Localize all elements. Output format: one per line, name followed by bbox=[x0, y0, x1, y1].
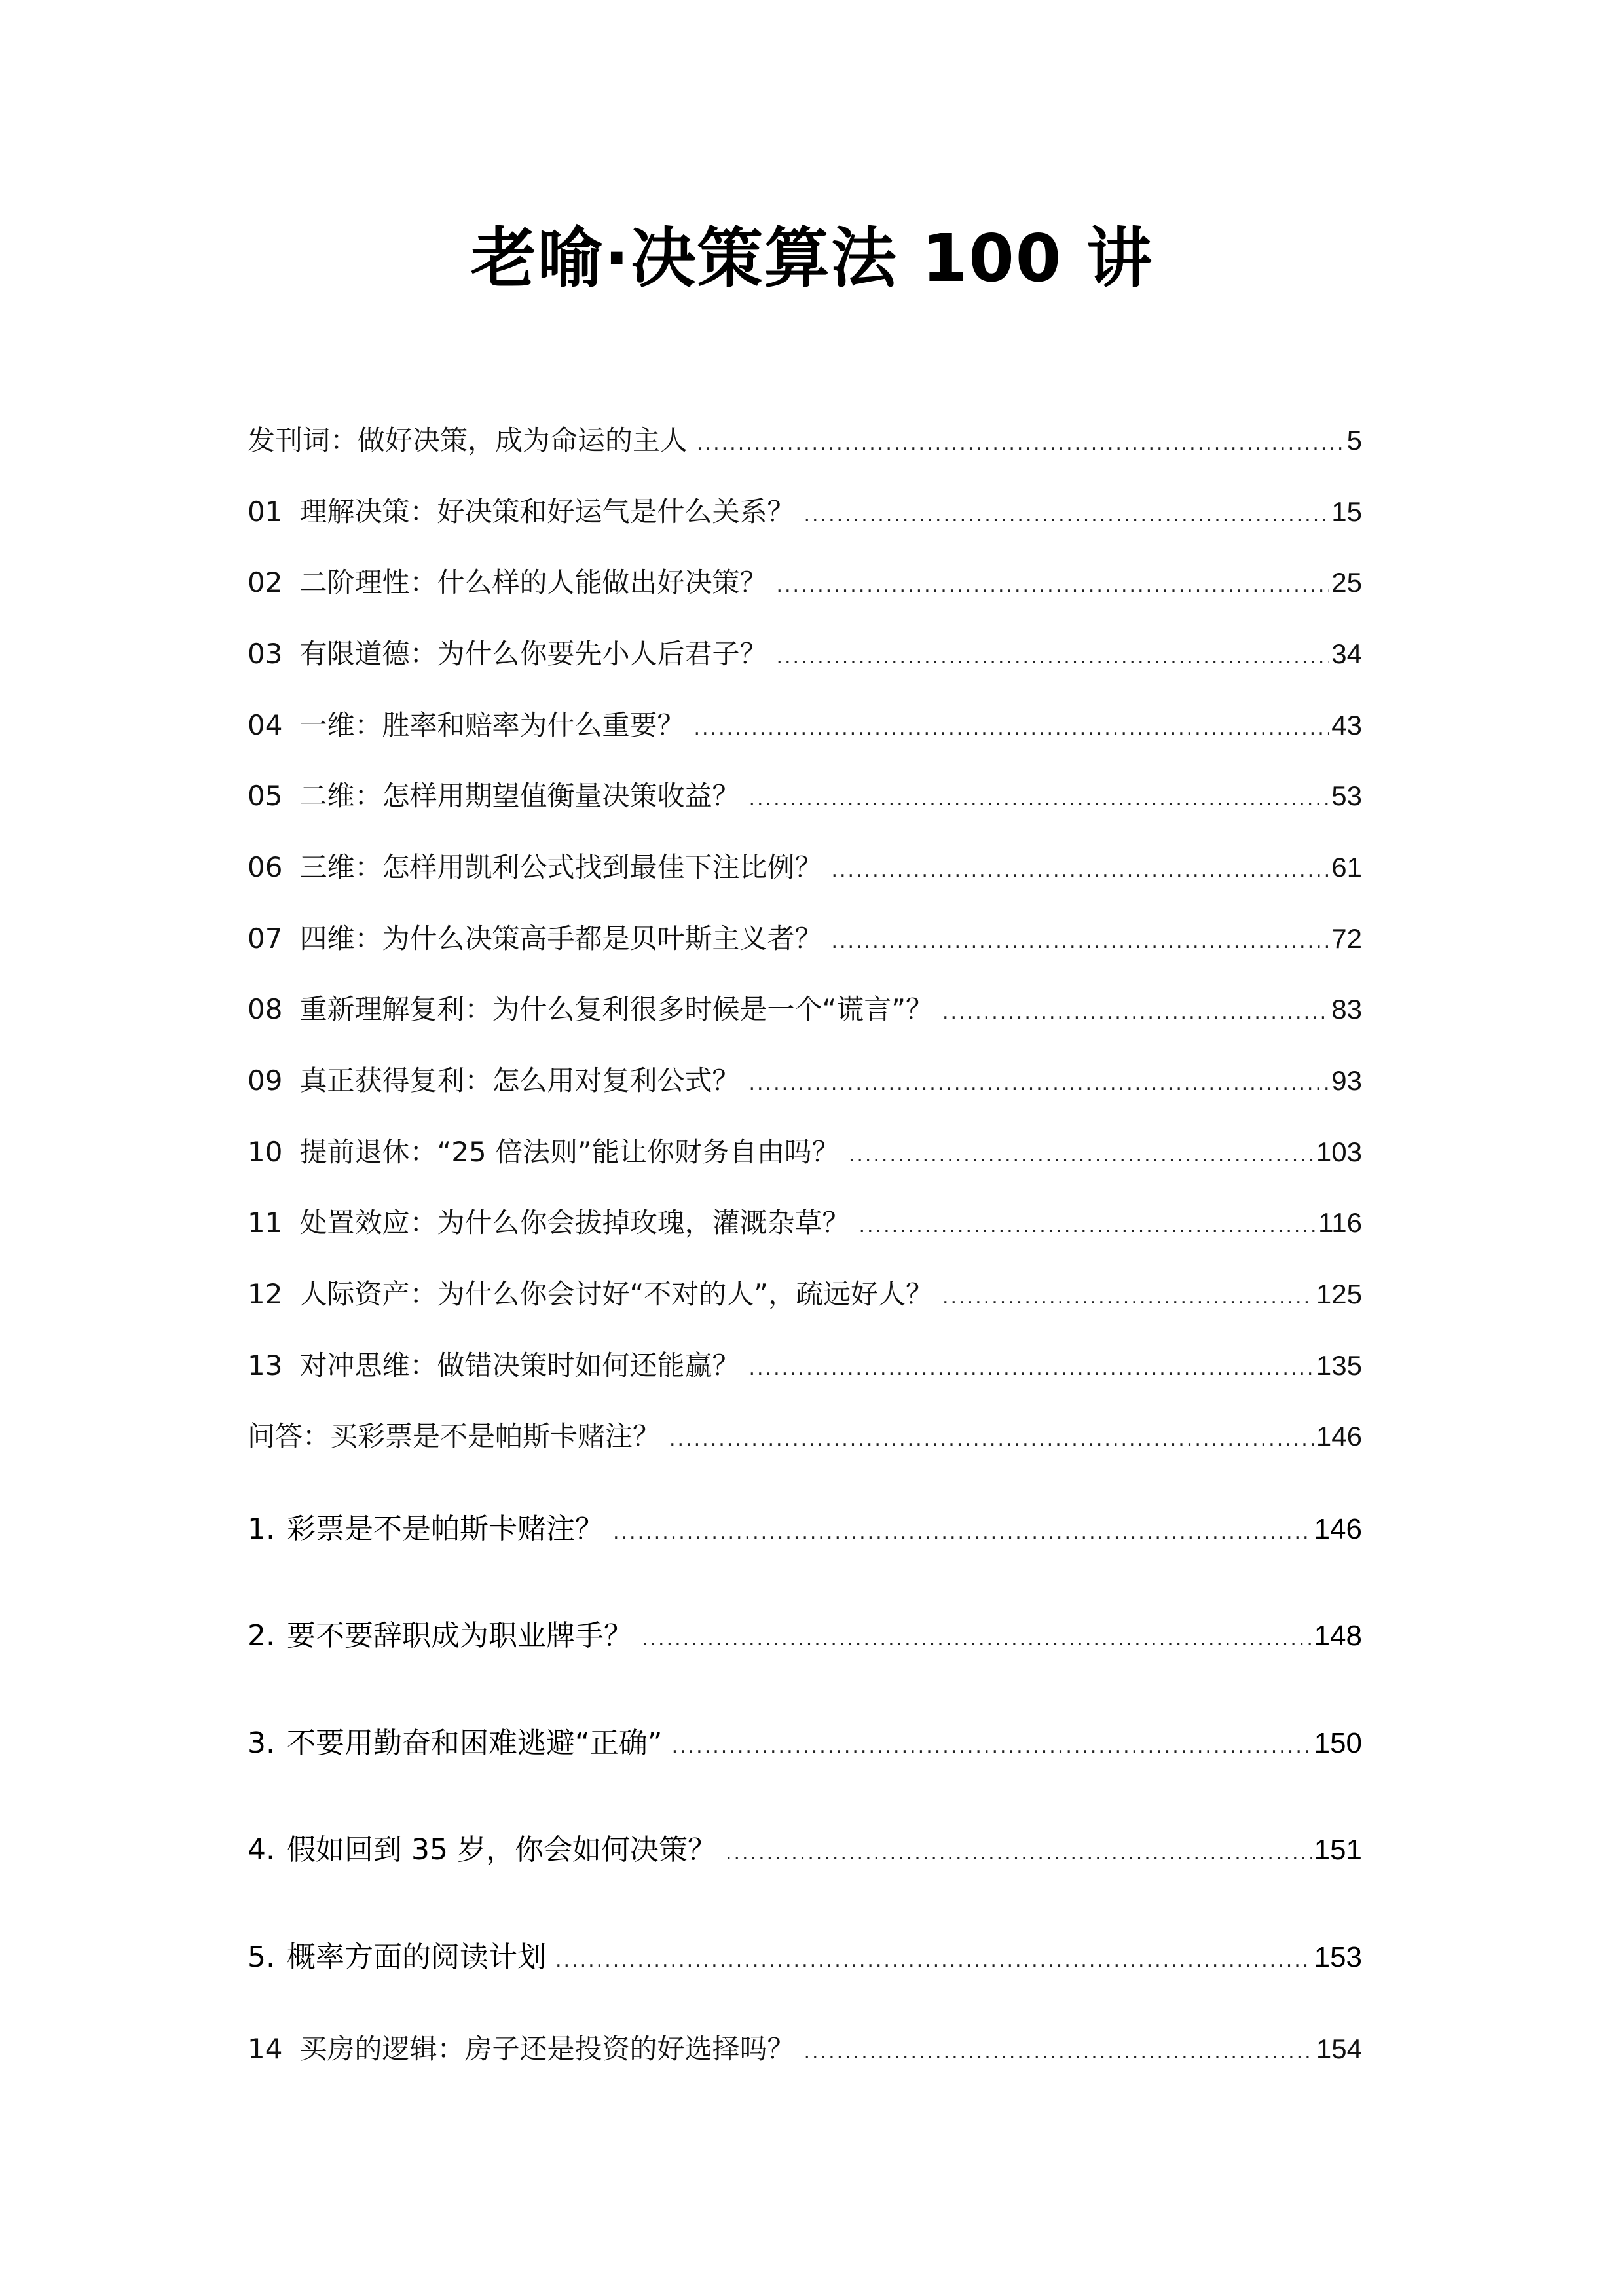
toc-entry-text: 二维：怎样用期望值衡量决策收益？ bbox=[299, 780, 740, 812]
toc-page-number: 5 bbox=[1346, 425, 1362, 456]
toc-entry-text: 彩票是不是帕斯卡赌注？ bbox=[286, 1512, 604, 1546]
toc-page-number: 72 bbox=[1331, 923, 1362, 954]
dot-leader bbox=[849, 1137, 1314, 1174]
toc-subentry[interactable] bbox=[248, 1618, 1362, 1658]
toc-entry-title bbox=[248, 564, 767, 601]
dot-leader bbox=[672, 1728, 1312, 1765]
toc-page-number: 103 bbox=[1316, 1137, 1362, 1167]
toc-page-number: 154 bbox=[1316, 2033, 1362, 2064]
toc-page-number: 148 bbox=[1314, 1620, 1362, 1652]
toc-page-number: 146 bbox=[1316, 1421, 1362, 1451]
toc-entry-text: 处置效应：为什么你会拔掉玫瑰，灌溉杂草？ bbox=[299, 1207, 850, 1239]
toc-entry-number: 1. bbox=[248, 1512, 275, 1546]
toc-entry-number: 4. bbox=[248, 1833, 275, 1867]
toc-entry-text: 重新理解复利：为什么复利很多时候是一个“谎言”？ bbox=[299, 993, 933, 1025]
toc-page-number: 61 bbox=[1331, 852, 1362, 883]
toc-entry-text: 理解决策：好决策和好运气是什么关系？ bbox=[299, 496, 795, 528]
toc-entry-title bbox=[248, 920, 822, 957]
toc-page-number: 15 bbox=[1331, 496, 1362, 527]
dot-leader bbox=[726, 1835, 1312, 1872]
dot-leader bbox=[942, 994, 1329, 1031]
toc-entry-number: 05 bbox=[248, 780, 283, 812]
toc-entry-number: 3. bbox=[248, 1726, 275, 1760]
toc-subentry[interactable] bbox=[248, 1832, 1362, 1872]
dot-leader bbox=[642, 1621, 1312, 1658]
toc-page-number: 151 bbox=[1314, 1834, 1362, 1866]
toc-entry-title bbox=[248, 1725, 663, 1762]
toc-entry-title bbox=[248, 1134, 840, 1171]
toc-entry[interactable] bbox=[248, 1063, 1362, 1102]
toc-entry-text: 假如回到 35 岁，你会如何决策？ bbox=[286, 1833, 716, 1867]
toc-entry-number: 06 bbox=[248, 851, 283, 883]
toc-entry[interactable] bbox=[248, 1347, 1362, 1387]
toc-page-number: 43 bbox=[1331, 710, 1362, 740]
toc-entry-text: 三维：怎样用凯利公式找到最佳下注比例？ bbox=[299, 851, 822, 883]
toc-entry-text: 概率方面的阅读计划 bbox=[286, 1941, 546, 1974]
toc-page-number: 146 bbox=[1314, 1513, 1362, 1545]
toc-entry-number: 10 bbox=[248, 1136, 283, 1168]
toc-entry-title bbox=[248, 778, 739, 814]
toc-entry-number: 02 bbox=[248, 566, 283, 598]
toc-entry-text: 买房的逻辑：房子还是投资的好选择吗？ bbox=[299, 2033, 795, 2065]
toc-entry-title bbox=[248, 494, 794, 530]
toc-page-number: 125 bbox=[1316, 1279, 1362, 1309]
toc-entry-text: 有限道德：为什么你要先小人后君子？ bbox=[299, 638, 767, 670]
dot-leader bbox=[669, 1421, 1314, 1458]
toc-page-number: 25 bbox=[1331, 567, 1362, 598]
toc-subentry[interactable] bbox=[248, 1725, 1362, 1765]
toc-entry-text: 提前退休：“25 倍法则”能让你财务自由吗？ bbox=[299, 1136, 840, 1168]
toc-entry-text: 一维：胜率和赔率为什么重要？ bbox=[299, 709, 685, 741]
toc-entry[interactable] bbox=[248, 564, 1362, 604]
toc-entry-number: 09 bbox=[248, 1065, 283, 1097]
toc-entry-number: 13 bbox=[248, 1349, 283, 1381]
toc-entry-title bbox=[248, 1205, 849, 1241]
dot-leader bbox=[748, 1066, 1329, 1102]
dot-leader bbox=[613, 1514, 1312, 1551]
page-title: 老喻·决策算法 100 讲 bbox=[470, 220, 1154, 297]
dot-leader bbox=[748, 781, 1329, 818]
toc-entry[interactable] bbox=[248, 707, 1362, 747]
toc-entry-number: 01 bbox=[248, 496, 283, 528]
toc-page-number: 53 bbox=[1331, 780, 1362, 811]
toc-entry-title bbox=[248, 1347, 739, 1384]
toc-subentry[interactable] bbox=[248, 1939, 1362, 1979]
toc-entry-title bbox=[248, 1063, 739, 1099]
toc-page-number: 34 bbox=[1331, 638, 1362, 669]
toc-entry-number: 03 bbox=[248, 638, 283, 670]
toc-entry-text: 真正获得复利：怎么用对复利公式？ bbox=[299, 1065, 740, 1097]
toc-entry[interactable] bbox=[248, 2031, 1362, 2071]
toc-entry-title bbox=[248, 1618, 633, 1654]
toc-page-number: 116 bbox=[1318, 1207, 1362, 1238]
toc-entry[interactable] bbox=[248, 991, 1362, 1031]
toc-entry-text: 发刊词：做好决策，成为命运的主人 bbox=[248, 424, 688, 456]
dot-leader bbox=[803, 497, 1329, 534]
toc-entry-text: 要不要辞职成为职业牌手？ bbox=[286, 1619, 633, 1652]
dot-leader bbox=[748, 1351, 1313, 1387]
toc-entry-text: 人际资产：为什么你会讨好“不对的人”，疏远好人？ bbox=[299, 1278, 933, 1310]
toc-entry[interactable] bbox=[248, 778, 1362, 818]
toc-entry[interactable] bbox=[248, 494, 1362, 534]
toc-entry-number: 07 bbox=[248, 922, 283, 955]
toc-page-number: 135 bbox=[1316, 1350, 1362, 1381]
dot-leader bbox=[858, 1208, 1316, 1245]
toc-entry-text: 四维：为什么决策高手都是贝叶斯主义者？ bbox=[299, 922, 822, 955]
toc-entry[interactable] bbox=[248, 1134, 1362, 1174]
dot-leader bbox=[803, 2034, 1313, 2071]
toc-entry-number: 14 bbox=[248, 2033, 283, 2065]
toc-entry-text: 不要用勤奋和困难逃避“正确” bbox=[286, 1726, 663, 1760]
dot-leader bbox=[697, 426, 1344, 462]
dot-leader bbox=[831, 924, 1329, 960]
toc-entry-text: 对冲思维：做错决策时如何还能赢？ bbox=[299, 1349, 740, 1381]
toc-page-number: 153 bbox=[1314, 1941, 1362, 1973]
toc-entry-title bbox=[248, 1511, 604, 1548]
toc-entry[interactable] bbox=[248, 1418, 1362, 1458]
toc-entry[interactable] bbox=[248, 422, 1362, 462]
dot-leader bbox=[555, 1942, 1312, 1979]
toc-subentry[interactable] bbox=[248, 1511, 1362, 1551]
dot-leader bbox=[831, 852, 1329, 889]
toc-entry-text: 问答：买彩票是不是帕斯卡赌注？ bbox=[248, 1420, 661, 1452]
toc-entry-title bbox=[248, 636, 767, 672]
toc-entry[interactable] bbox=[248, 920, 1362, 960]
toc-entry-number: 04 bbox=[248, 709, 283, 741]
toc-entry-title bbox=[248, 1832, 716, 1868]
toc-entry-number: 11 bbox=[248, 1207, 283, 1239]
toc-entry[interactable] bbox=[248, 1205, 1362, 1245]
toc-entry-number: 2. bbox=[248, 1619, 275, 1652]
toc-entry-title bbox=[248, 1939, 546, 1976]
toc-entry-title bbox=[248, 707, 684, 744]
toc-page-number: 83 bbox=[1331, 994, 1362, 1025]
toc-entry-number: 08 bbox=[248, 993, 283, 1025]
dot-leader bbox=[693, 710, 1329, 747]
toc-entry-title bbox=[248, 1418, 660, 1455]
toc-entry-number: 12 bbox=[248, 1278, 283, 1310]
dot-leader bbox=[776, 639, 1329, 676]
toc-entry[interactable] bbox=[248, 1276, 1362, 1316]
toc-page-number: 93 bbox=[1331, 1065, 1362, 1096]
toc-entry-title bbox=[248, 422, 688, 459]
toc-entry-title bbox=[248, 1276, 933, 1313]
toc-entry-number: 5. bbox=[248, 1941, 275, 1974]
toc-page-number: 150 bbox=[1314, 1727, 1362, 1759]
toc-entry[interactable] bbox=[248, 636, 1362, 676]
toc-entry-title bbox=[248, 2031, 794, 2068]
toc-entry-text: 二阶理性：什么样的人能做出好决策？ bbox=[299, 566, 767, 598]
toc-entry-title bbox=[248, 849, 822, 886]
dot-leader bbox=[776, 568, 1329, 604]
dot-leader bbox=[942, 1279, 1314, 1316]
toc-entry[interactable] bbox=[248, 849, 1362, 889]
toc-entry-title bbox=[248, 991, 933, 1028]
